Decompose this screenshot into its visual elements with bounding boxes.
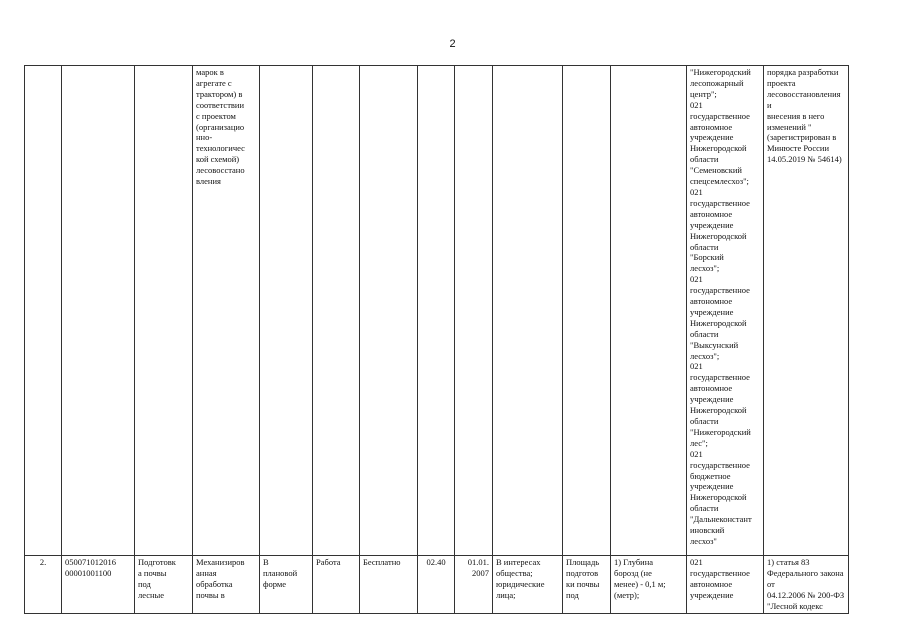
cell-number [25,66,62,556]
cell-code [62,66,135,556]
cell-okved [418,66,455,556]
table-row [25,66,849,556]
cell-service [135,66,193,556]
cell-institutions: 021 государственное автономное учреждение [687,556,764,614]
cell-number: 2. [25,556,62,614]
cell-work-description: марок в агрегате с трактором) в соответствии с проектом (организацио нно- технологичес кой схемой) лесовосстано вления [193,66,260,556]
cell-form [260,66,313,556]
cell-work-description: Механизиров анная обработка почвы в [193,556,260,614]
cell-indicator: Площадь подготов ки почвы под [563,556,611,614]
cell-payment [360,66,418,556]
cell-requirements: 1) Глубина борозд (не менее) - 0,1 м; (метр); [611,556,687,614]
cell-interests [493,66,563,556]
cell-indicator [563,66,611,556]
page-number: 2 [449,38,456,50]
cell-type [313,66,360,556]
cell-type: Работа [313,556,360,614]
cell-date [455,66,493,556]
cell-code: 050071012016 00001001100 [62,556,135,614]
cell-okved: 02.40 [418,556,455,614]
registry-table [24,65,849,614]
cell-institutions: "Нижегородский лесопожарный центр"; 021 государственное автономное учреждение Нижегородской области "Семеновский спецсемлесхоз"; 021 государственное автономное учреждение Нижегородской области "Борский лесхоз"; 021 государственное автономное учреждение Нижегородской области "Выксунский лесхоз"; 021 государственное автономное учреждение Нижегородской области "Нижегородский лес"; 021 государственное бюджетное учреждение Нижегородской области "Дальнеконстант иновский лесхоз" [687,66,764,556]
cell-requirements [611,66,687,556]
cell-service: Подготовк а почвы под лесные [135,556,193,614]
cell-legal-basis: порядка разработки проекта лесовосстановления и внесения в него изменений " (зарегистрирован в Минюсте России 14.05.2019 № 54614) [764,66,849,556]
cell-payment: Бесплатно [360,556,418,614]
table-row [25,556,849,614]
cell-date: 01.01. 2007 [455,556,493,614]
cell-legal-basis: 1) статья 83 Федерального закона от 04.12.2006 № 200-ФЗ "Лесной кодекс [764,556,849,614]
cell-interests: В интересах общества; юридические лица; [493,556,563,614]
cell-form: В плановой форме [260,556,313,614]
